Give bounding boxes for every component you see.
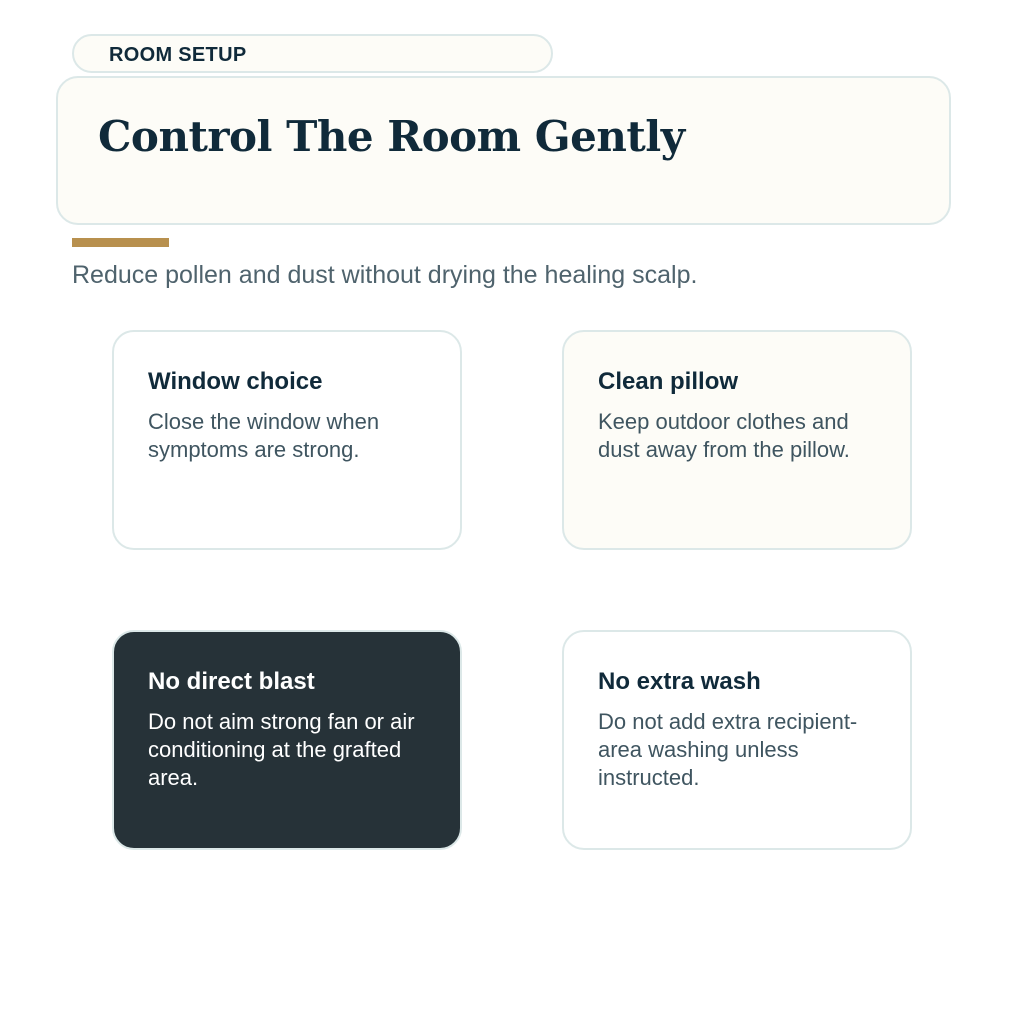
tip-card-no-direct-blast (112, 630, 462, 850)
card-body: Do not add extra recipient-area washing unless instructed. (598, 709, 858, 790)
section-eyebrow (72, 34, 553, 73)
accent-divider (72, 238, 169, 247)
card-title: No direct blast (148, 668, 315, 695)
card-title: No extra wash (598, 668, 761, 695)
tip-card-clean-pillow (562, 330, 912, 550)
page-subtitle: Reduce pollen and dust without drying the healing scalp. (72, 261, 698, 289)
card-title: Window choice (148, 368, 323, 395)
card-body: Close the window when symptoms are strong. (148, 409, 380, 462)
tip-card-window-choice (112, 330, 462, 550)
tip-card-no-extra-wash (562, 630, 912, 850)
hero-banner (56, 76, 951, 225)
card-body: Do not aim strong fan or air conditioning at the grafted area. (148, 709, 415, 790)
card-body: Keep outdoor clothes and dust away from the pillow. (598, 409, 850, 462)
eyebrow-label: ROOM SETUP (109, 44, 247, 66)
card-title: Clean pillow (598, 368, 739, 395)
page-title: Control The Room Gently (98, 112, 685, 161)
